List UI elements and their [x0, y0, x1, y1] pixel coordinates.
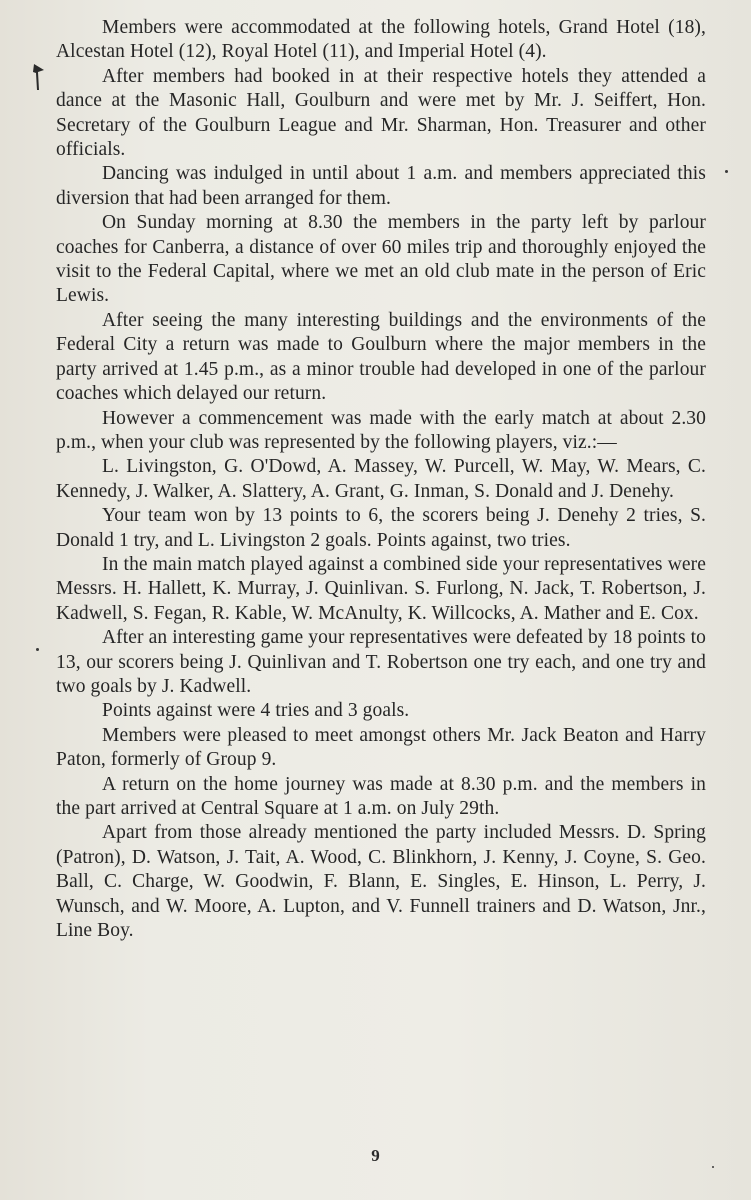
paragraph-main-match-result: After an interesting game your representatives were defeated by 18 points to 13, our scorers being J. Quinlivan and T. Robertson one try each, and one try and two goals by J. Kadwell. — [56, 627, 706, 697]
paragraph-early-match-result: Your team won by 13 points to 6, the scorers being J. Denehy 2 tries, S. Donald 1 try, and L. Livingston 2 goals. Points against, two tries. — [56, 505, 706, 551]
paragraph-early-match: However a commencement was made with the early match at about 2.30 p.m., when your club was represented by the following players, viz.:— — [56, 407, 706, 453]
paragraph-party-members: Apart from those already mentioned the party included Messrs. D. Spring (Patron), D. Watson, J. Tait, A. Wood, C. Blinkhorn, J. Kenny, J. Coyne, S. Geo. Ball, C. Charge, W. Goodwin, F. Blann, E. Singles, E. Hinson, L. Perry, J. Wunsch, and W. Moore, A. Lupton, and V. Funnell trainers and D. Watson, Jnr., Line Boy. — [56, 822, 706, 942]
paragraph-points-against: Points against were 4 tries and 3 goals. — [102, 700, 410, 722]
paragraph-return-journey: A return on the home journey was made at 8.30 p.m. and the members in the part arrived at Central Square at 1 a.m. on July 29th. — [56, 773, 706, 819]
paper-speck — [725, 170, 728, 173]
paragraph-canberra-trip: On Sunday morning at 8.30 the members in the party left by parlour coaches for Canberra, a distance of over 60 miles trip and thoroughly enjoyed the visit to the Federal Capital, where we met an old club mate in the person of Eric Lewis. — [56, 212, 706, 307]
paragraph-dance: After members had booked in at their respective hotels they attended a dance at the Masonic Hall, Goulburn and were met by Mr. J. Seiffert, Hon. Secretary of the Goulburn League and Mr. Sharman, Hon. Treasurer and other officials. — [56, 65, 706, 161]
paragraph-early-match-players: L. Livingston, G. O'Dowd, A. Massey, W. Purcell, W. May, W. Mears, C. Kennedy, J. Walker, A. Slattery, A. Grant, G. Inman, S. Donald and J. Denehy. — [56, 456, 706, 502]
body-text — [56, 16, 706, 943]
paragraph-members-met: Members were pleased to meet amongst others Mr. Jack Beaton and Harry Paton, formerly of Group 9. — [56, 724, 706, 771]
paragraph-main-match: In the main match played against a combined side your representatives were Messrs. H. Hallett, K. Murray, J. Quinlivan. S. Furlong, N. Jack, T. Robertson, J. Kadwell, S. Fegan, R. Kable, W. McAnulty, K. Willcocks, A. Mather and E. Cox. — [56, 553, 706, 624]
paragraph-hotels: Members were accommodated at the following hotels, Grand Hotel (18), Alcestan Hotel (12), Royal Hotel (11), and Imperial Hotel (4). — [56, 17, 706, 63]
paragraph-federal-city: After seeing the many interesting buildings and the environments of the Federal City a return was made to Goulburn where the major members in the party arrived at 1.45 p.m., as a minor trouble had developed in one of the parlour coaches which delayed our return. — [56, 309, 706, 405]
page-number: 9 — [371, 1146, 380, 1165]
paper-speck — [36, 648, 39, 651]
paper-speck — [712, 1166, 714, 1168]
margin-pencil-mark-icon — [32, 60, 46, 92]
paragraph-dancing: Dancing was indulged in until about 1 a.m. and members appreciated this diversion that had been arranged for them. — [56, 163, 706, 209]
